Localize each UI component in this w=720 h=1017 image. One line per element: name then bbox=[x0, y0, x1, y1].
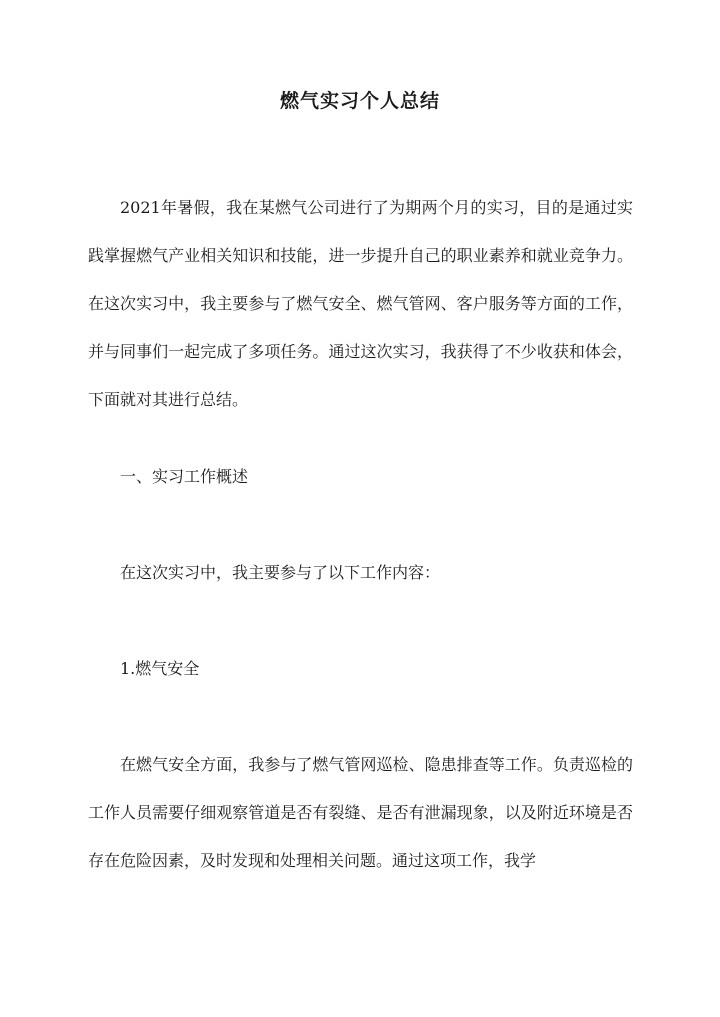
item-paragraph: 在燃气安全方面，我参与了燃气管网巡检、隐患排查等工作。负责巡检的工作人员需要仔细观察管道是否有裂缝、是否有泄漏现象，以及附近环境是否存在危险因素，及时发现和处理相关问题。通过这项工作，我学 bbox=[88, 755, 633, 870]
document-title: 燃气实习个人总结 bbox=[279, 90, 440, 112]
item-heading: 1.燃气安全 bbox=[120, 659, 200, 678]
section-lead-paragraph: 在这次实习中，我主要参与了以下工作内容： bbox=[120, 563, 441, 582]
intro-paragraph: 2021年暑假，我在某燃气公司进行了为期两个月的实习，目的是通过实践掌握燃气产业相关知识和技能，进一步提升自己的职业素养和就业竞争力。在这次实习中，我主要参与了燃气安全、燃气管网、客户服务等方面的工作，并与同事们一起完成了多项任务。通过这次实习，我获得了不少收获和体会，下面就对其进行总结。 bbox=[88, 198, 633, 409]
section-heading: 一、实习工作概述 bbox=[120, 467, 249, 486]
